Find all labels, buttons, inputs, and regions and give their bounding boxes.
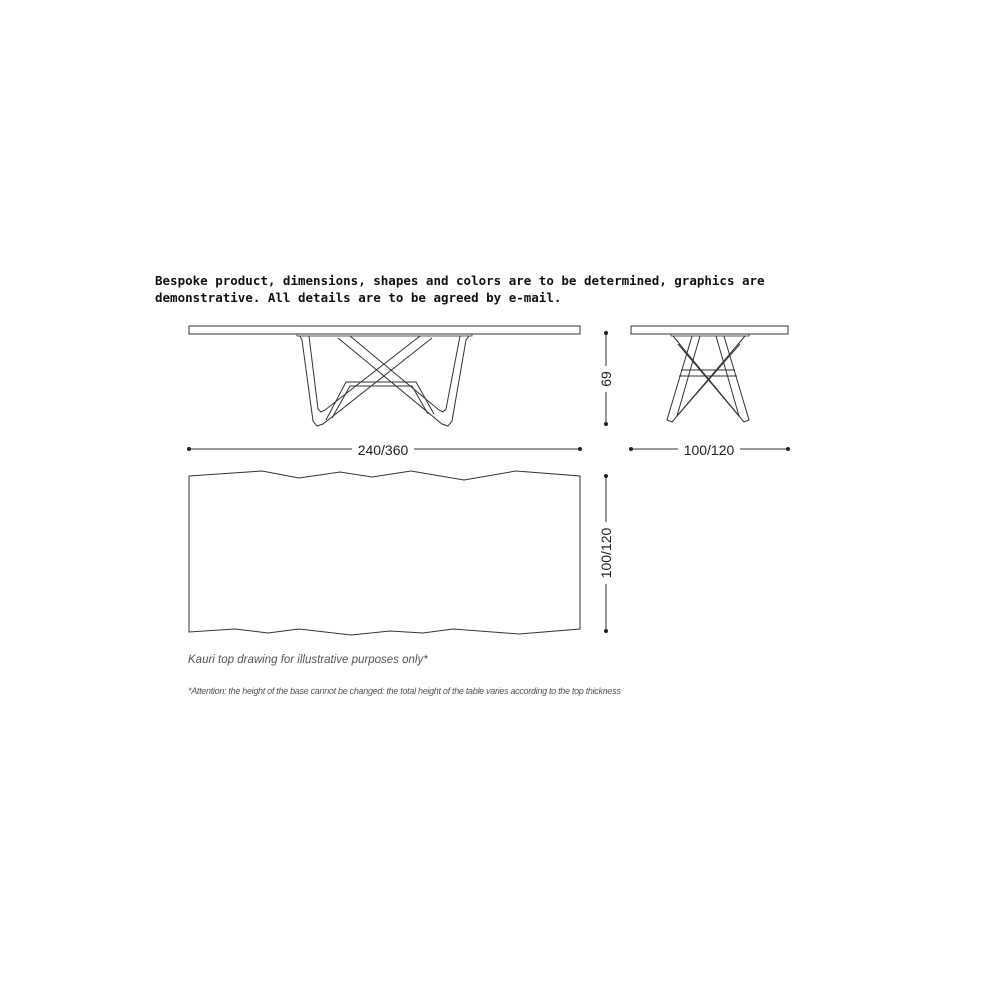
- top-width-dimension-endpoint-bottom: [604, 629, 608, 633]
- top-width-dimension-endpoint-top: [604, 474, 608, 478]
- side-base-leg-right-outer: [673, 336, 749, 422]
- front-top-support: [297, 334, 472, 336]
- height-dimension-endpoint-top: [604, 331, 608, 335]
- length-dimension-label: 240/360: [357, 442, 409, 458]
- front-base-crossbar-right: [332, 386, 428, 418]
- kauri-top-caption: Kauri top drawing for illustrative purposes only*: [188, 654, 428, 666]
- side-width-dimension-endpoint-right: [786, 447, 790, 451]
- side-top-support: [671, 334, 749, 336]
- front-elevation: [189, 326, 580, 426]
- side-elevation: [631, 326, 788, 422]
- length-dimension: [187, 440, 582, 458]
- length-dimension-endpoint-right: [578, 447, 582, 451]
- length-dimension-endpoint-left: [187, 447, 191, 451]
- front-base-inner-left: [309, 336, 420, 412]
- height-dimension-endpoint-bottom: [604, 422, 608, 426]
- side-table-top: [631, 326, 788, 334]
- attention-caption: *Attention: the height of the base cannot be changed: the total height of the table varies according to the top thickness: [188, 686, 621, 696]
- side-width-dimension-endpoint-left: [629, 447, 633, 451]
- notice-line-1: Bespoke product, dimensions, shapes and colors are to be determined, graphics are: [155, 273, 765, 288]
- notice-line-2: demonstrative. All details are to be agreed by e-mail.: [155, 290, 562, 305]
- front-table-top: [189, 326, 580, 334]
- top-width-dimension: [598, 474, 614, 633]
- side-width-dimension: [629, 440, 790, 458]
- front-wire-base: [300, 336, 469, 426]
- top-width-dimension-label: 100/120: [598, 527, 614, 579]
- height-dimension: [598, 331, 614, 426]
- height-dimension-label: 69: [598, 371, 614, 387]
- side-wire-base: [667, 336, 749, 422]
- top-view-kauri-outline: [189, 471, 580, 635]
- front-base-crossbar-left: [326, 382, 434, 420]
- side-width-dimension-label: 100/120: [683, 442, 735, 458]
